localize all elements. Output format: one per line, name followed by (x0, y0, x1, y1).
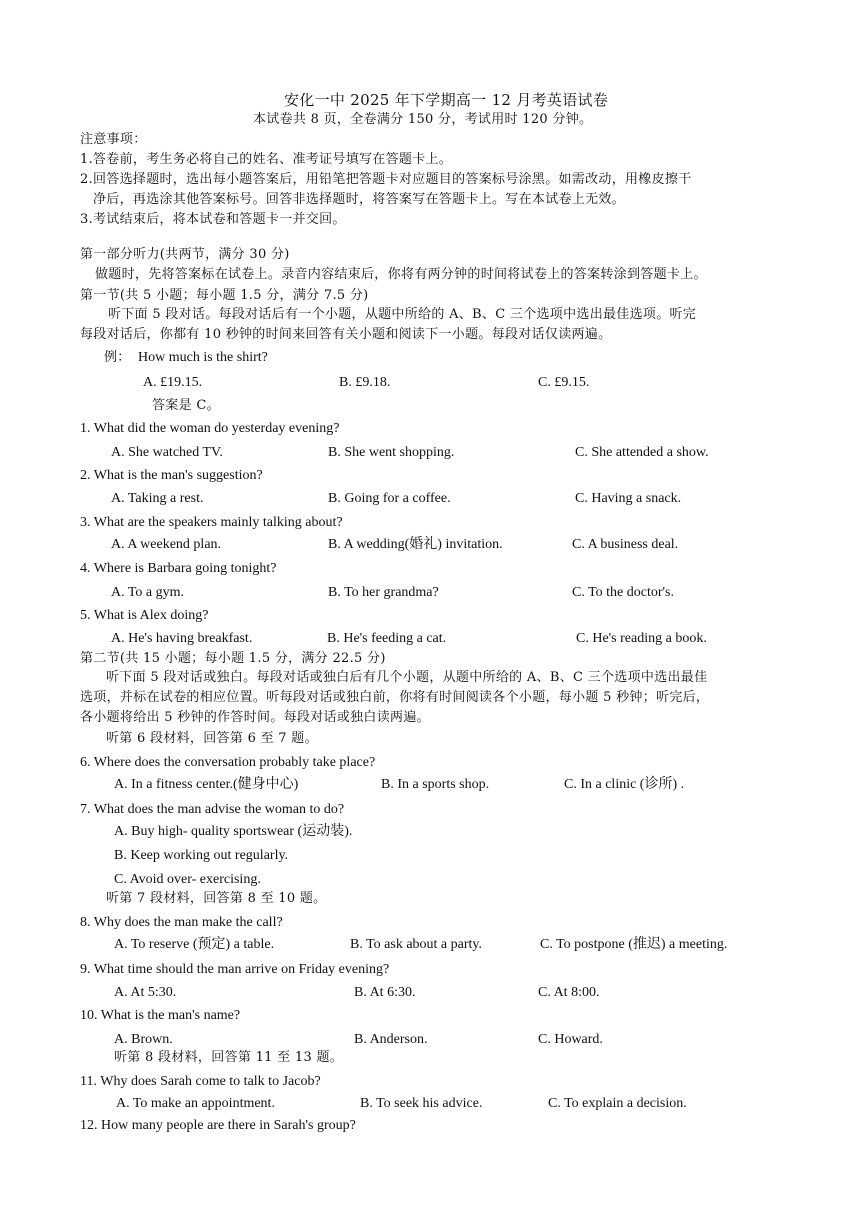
q4-option-c: C. To the doctor's. (572, 585, 674, 600)
question-8: 8. Why does the man make the call? (80, 915, 283, 930)
q3-option-b: B. A wedding(婚礼) invitation. (328, 537, 503, 552)
exam-subtitle: 本试卷共 8 页，全卷满分 150 分，考试用时 120 分钟。 (253, 112, 593, 127)
section2-intro: 听下面 5 段对话或独白。每段对话或独白后有几个小题，从题中所给的 A、B、C 三个选项中选出最佳 (106, 670, 708, 685)
question-11: 11. Why does Sarah come to talk to Jacob? (80, 1074, 321, 1089)
q6-option-a: A. In a fitness center.(健身中心) (114, 777, 299, 792)
q11-option-c: C. To explain a decision. (548, 1096, 687, 1111)
note-2-cont: 净后，再选涂其他答案标号。回答非选择题时，将答案写在答题卡上。写在本试卷上无效。 (93, 192, 626, 207)
section1-intro-cont: 每段对话后，你都有 10 秒钟的时间来回答有关小题和阅读下一小题。每段对话仅读两遍。 (80, 327, 612, 342)
part1-intro: 做题时，先将答案标在试卷上。录音内容结束后，你将有两分钟的时间将试卷上的答案转涂到答题卡上。 (95, 267, 707, 282)
note-3: 3.考试结束后，将本试卷和答题卡一并交回。 (80, 212, 346, 227)
q4-option-a: A. To a gym. (111, 585, 185, 600)
example-question: How much is the shirt? (138, 350, 268, 365)
q5-option-c: C. He's reading a book. (576, 631, 707, 646)
q2-option-b: B. Going for a coffee. (328, 491, 451, 506)
q2-option-a: A. Taking a rest. (111, 491, 204, 506)
example-option-b: B. £9.18. (339, 375, 391, 390)
question-5: 5. What is Alex doing? (80, 608, 209, 623)
q8-option-c: C. To postpone (推迟) a meeting. (540, 937, 728, 952)
q6-option-c: C. In a clinic (诊所) . (564, 777, 685, 792)
q6-option-b: B. In a sports shop. (381, 777, 490, 792)
q5-option-a: A. He's having breakfast. (111, 631, 253, 646)
question-12: 12. How many people are there in Sarah's group? (80, 1118, 356, 1133)
notes-heading: 注意事项： (80, 132, 147, 147)
q10-option-b: B. Anderson. (354, 1032, 428, 1047)
section1-intro: 听下面 5 段对话。每段对话后有一个小题，从题中所给的 A、B、C 三个选项中选出最佳选项。听完 (108, 307, 697, 322)
question-9: 9. What time should the man arrive on Friday evening? (80, 962, 390, 977)
q10-option-c: C. Howard. (538, 1032, 603, 1047)
section2-heading: 第二节(共 15 小题；每小题 1.5 分，满分 22.5 分) (80, 651, 386, 666)
material-8-note: 听第 8 段材料，回答第 11 至 13 题。 (114, 1050, 344, 1065)
question-3: 3. What are the speakers mainly talking about? (80, 515, 343, 530)
q8-option-b: B. To ask about a party. (350, 937, 482, 952)
question-7: 7. What does the man advise the woman to do? (80, 802, 345, 817)
q11-option-a: A. To make an appointment. (116, 1096, 275, 1111)
q1-option-c: C. She attended a show. (575, 445, 709, 460)
section2-intro-cont1: 选项，并标在试卷的相应位置。听每段对话或独白前，你将有时间阅读各个小题，每小题 5 秒钟；听完后， (80, 690, 710, 705)
question-1: 1. What did the woman do yesterday evening? (80, 421, 340, 436)
q9-option-a: A. At 5:30. (114, 985, 177, 1000)
question-6: 6. Where does the conversation probably take place? (80, 755, 376, 770)
q7-option-b: B. Keep working out regularly. (114, 848, 289, 863)
example-answer: 答案是 C。 (152, 398, 220, 413)
q11-option-b: B. To seek his advice. (360, 1096, 483, 1111)
question-10: 10. What is the man's name? (80, 1008, 241, 1023)
q7-option-a: A. Buy high- quality sportswear (运动装). (114, 824, 353, 839)
material-6-note: 听第 6 段材料，回答第 6 至 7 题。 (106, 731, 318, 746)
example-option-c: C. £9.15. (538, 375, 590, 390)
q2-option-c: C. Having a snack. (575, 491, 682, 506)
q5-option-b: B. He's feeding a cat. (327, 631, 447, 646)
material-7-note: 听第 7 段材料，回答第 8 至 10 题。 (106, 891, 327, 906)
q1-option-a: A. She watched TV. (111, 445, 223, 460)
q3-option-a: A. A weekend plan. (111, 537, 222, 552)
note-1: 1.答卷前，考生务必将自己的姓名、准考证号填写在答题卡上。 (80, 152, 453, 167)
question-4: 4. Where is Barbara going tonight? (80, 561, 277, 576)
section2-intro-cont2: 各小题将给出 5 秒钟的作答时间。每段对话或独白读两遍。 (80, 710, 430, 725)
q8-option-a: A. To reserve (预定) a table. (114, 937, 275, 952)
example-option-a: A. £19.15. (143, 375, 203, 390)
note-2: 2.回答选择题时，选出每小题答案后，用铅笔把答题卡对应题目的答案标号涂黑。如需改动，用橡皮擦干 (80, 172, 692, 187)
question-2: 2. What is the man's suggestion? (80, 468, 263, 483)
example-label: 例： (104, 350, 131, 365)
q1-option-b: B. She went shopping. (328, 445, 455, 460)
q7-option-c: C. Avoid over- exercising. (114, 872, 261, 887)
section1-heading: 第一节(共 5 小题；每小题 1.5 分，满分 7.5 分) (80, 288, 369, 303)
part1-heading: 第一部分听力(共两节，满分 30 分) (80, 247, 290, 262)
exam-title: 安化一中 2025 年下学期高一 12 月考英语试卷 (284, 91, 609, 109)
q4-option-b: B. To her grandma? (328, 585, 439, 600)
q10-option-a: A. Brown. (114, 1032, 173, 1047)
q9-option-c: C. At 8:00. (538, 985, 600, 1000)
q9-option-b: B. At 6:30. (354, 985, 416, 1000)
q3-option-c: C. A business deal. (572, 537, 679, 552)
